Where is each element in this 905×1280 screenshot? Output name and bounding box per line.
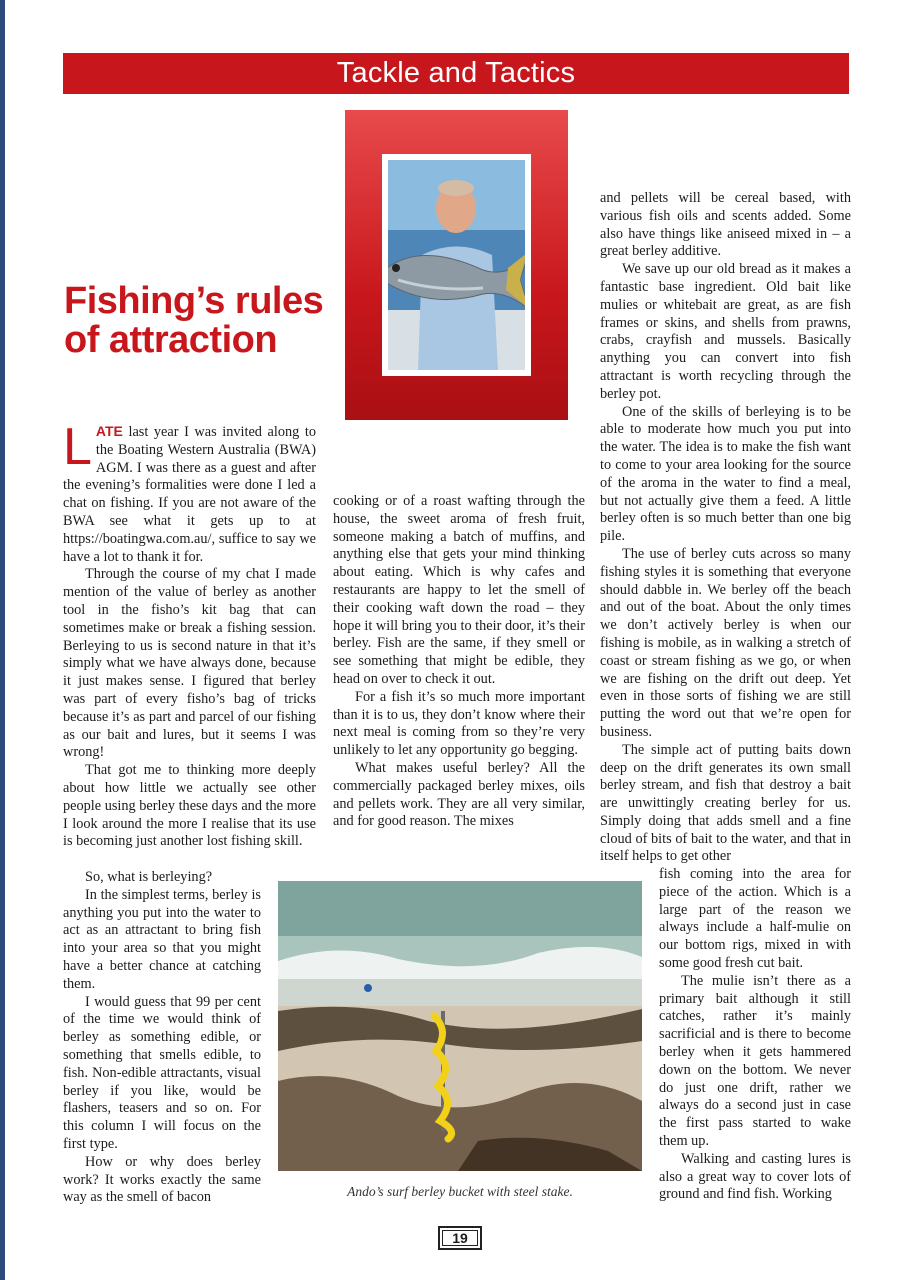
- section-banner: Tackle and Tactics: [63, 53, 849, 94]
- paragraph: How or why does berley work? It works exactly the same way as the smell of bacon: [63, 1153, 261, 1206]
- author-photo-border: [382, 154, 531, 376]
- paragraph: I would guess that 99 per cent of the time we would think of berley as something edible, or something that smells edible, to fish. Non-edible attractants, visual berley if you like, would be flashers, teasers and so on. For this column I will focus on the first type.: [63, 993, 261, 1152]
- author-photo: [388, 160, 525, 370]
- article-column-3: [600, 190, 851, 866]
- article-column-1-lower: [63, 869, 261, 1207]
- page-number: 19: [438, 1226, 482, 1250]
- paragraph: fish coming into the area for piece of the action. Which is a large part of the reason we always include a half-mulie on our bottom rigs, mixed in with some good fresh cut bait.: [659, 866, 851, 971]
- beach-berley-photo: [278, 881, 642, 1171]
- article-headline: Fishing’s rules of attraction: [64, 280, 324, 361]
- author-photo-frame: [345, 110, 568, 420]
- paragraph: That got me to thinking more deeply about how little we actually see other people using berley these days and the more I look around the more I realise that its use is becoming just another lost fishing skill.: [63, 762, 316, 850]
- paragraph: The simple act of putting baits down deep on the drift generates its own small berley stream, and fish that destroy a bait are unwittingly creating berley for us. Simply doing that adds smell and a fine cloud of bits of bait to the water, and that in itself helps to get other: [600, 741, 851, 865]
- paragraph: For a fish it’s so much more important than it is to us, they don’t know where their next meal is coming from so they’re very unlikely to let any opportunity go begging.: [333, 688, 585, 759]
- beach-photo-caption: Ando’s surf berley bucket with steel stake.: [347, 1184, 573, 1199]
- article-column-2: [333, 493, 585, 831]
- lead-word: ATE: [95, 423, 123, 439]
- angler-with-fish-illustration: [388, 160, 525, 370]
- paragraph: Walking and casting lures is also a great way to cover lots of ground and find fish. Working: [659, 1150, 851, 1203]
- paragraph: What makes useful berley? All the commercially packaged berley mixes, oils and pellets work. They are all very similar, and for good reason. The mixes: [333, 759, 585, 830]
- article-column-1: [63, 418, 316, 851]
- paragraph: The mulie isn’t there as a primary bait although it still catches, rather it’s mainly sacrificial and is there to become berley when it gets hammered down on the bottom. We never do just one drift, rather we always do a second just in case the first pass started to wake them up.: [659, 972, 851, 1149]
- paragraph: One of the skills of berleying is to be able to moderate how much you put into the water. The idea is to make the fish want to come to your area looking for the source of the aroma in the water to find a meal, but not actually give them a feed. A little berley often is so much better than one big pile.: [600, 403, 851, 545]
- page-spine: [0, 0, 5, 1280]
- paragraph: Through the course of my chat I made mention of the value of berley as another tool in the fisho’s kit bag that can sometimes make or break a fishing session. Berleying to us is second nature in that it’s simply what we have always done, because it just makes sense. I figured that berley was part of every fisho’s bag of tricks because it’s as part and parcel of our fishing as our bait and lures, but it seems I was wrong!: [63, 566, 316, 761]
- article-column-3-lower: [659, 866, 851, 1204]
- paragraph: cooking or of a roast wafting through the house, the sweet aroma of fresh fruit, someone making a batch of muffins, and anything else that gets your mind thinking about eating. Which is why cafes and restaurants are happy to let the smell of their cooking waft down the road – they hope it will bring you to their door, it’s their berley. Fish are the same, if they smell or see something that might be edible, they head on over to check it out.: [333, 493, 585, 687]
- beach-scene-illustration: [278, 881, 642, 1171]
- paragraph: So, what is berleying?: [85, 869, 213, 885]
- paragraph: In the simplest terms, berley is anything you put into the water to act as an attractant to bring fish into your area so that you might have a better chance at catching them.: [63, 886, 261, 992]
- paragraph: The use of berley cuts across so many fishing styles it is something that everyone should dabble in. We berley off the beach and out of the boat. About the only times we don’t actively berley is when our fishing is mobile, as in walking a stretch of coast or stream fishing as we go, or when we are fishing on the drift out deep. Yet even in those sorts of fishing we are still putting the word out that we’re open for business.: [600, 545, 851, 740]
- drop-cap: L: [63, 418, 92, 476]
- intro-paragraph: [63, 418, 316, 566]
- paragraph: and pellets will be cereal based, with various fish oils and scents added. Some also have things like aniseed mixed in – a great berley additive.: [600, 190, 851, 260]
- intro-text: last year I was invited along to the Boating Western Australia (BWA) AGM. I was there as a guest and after the evening’s formalities were done I led a chat on fishing. If you are not aware of the BWA see what it gets up to at https://boatingwa.com.au/, suffice to say we have a lot to thank it for.: [63, 424, 316, 565]
- paragraph: We save up our old bread as it makes a fantastic base ingredient. Old bait like mulies or whitebait are great, as are fish frames or skins, and shells from prawns, crabs, crayfish and mussels. Basically anything you can convert into fish attractant is worth recycling through the berley pot.: [600, 261, 851, 402]
